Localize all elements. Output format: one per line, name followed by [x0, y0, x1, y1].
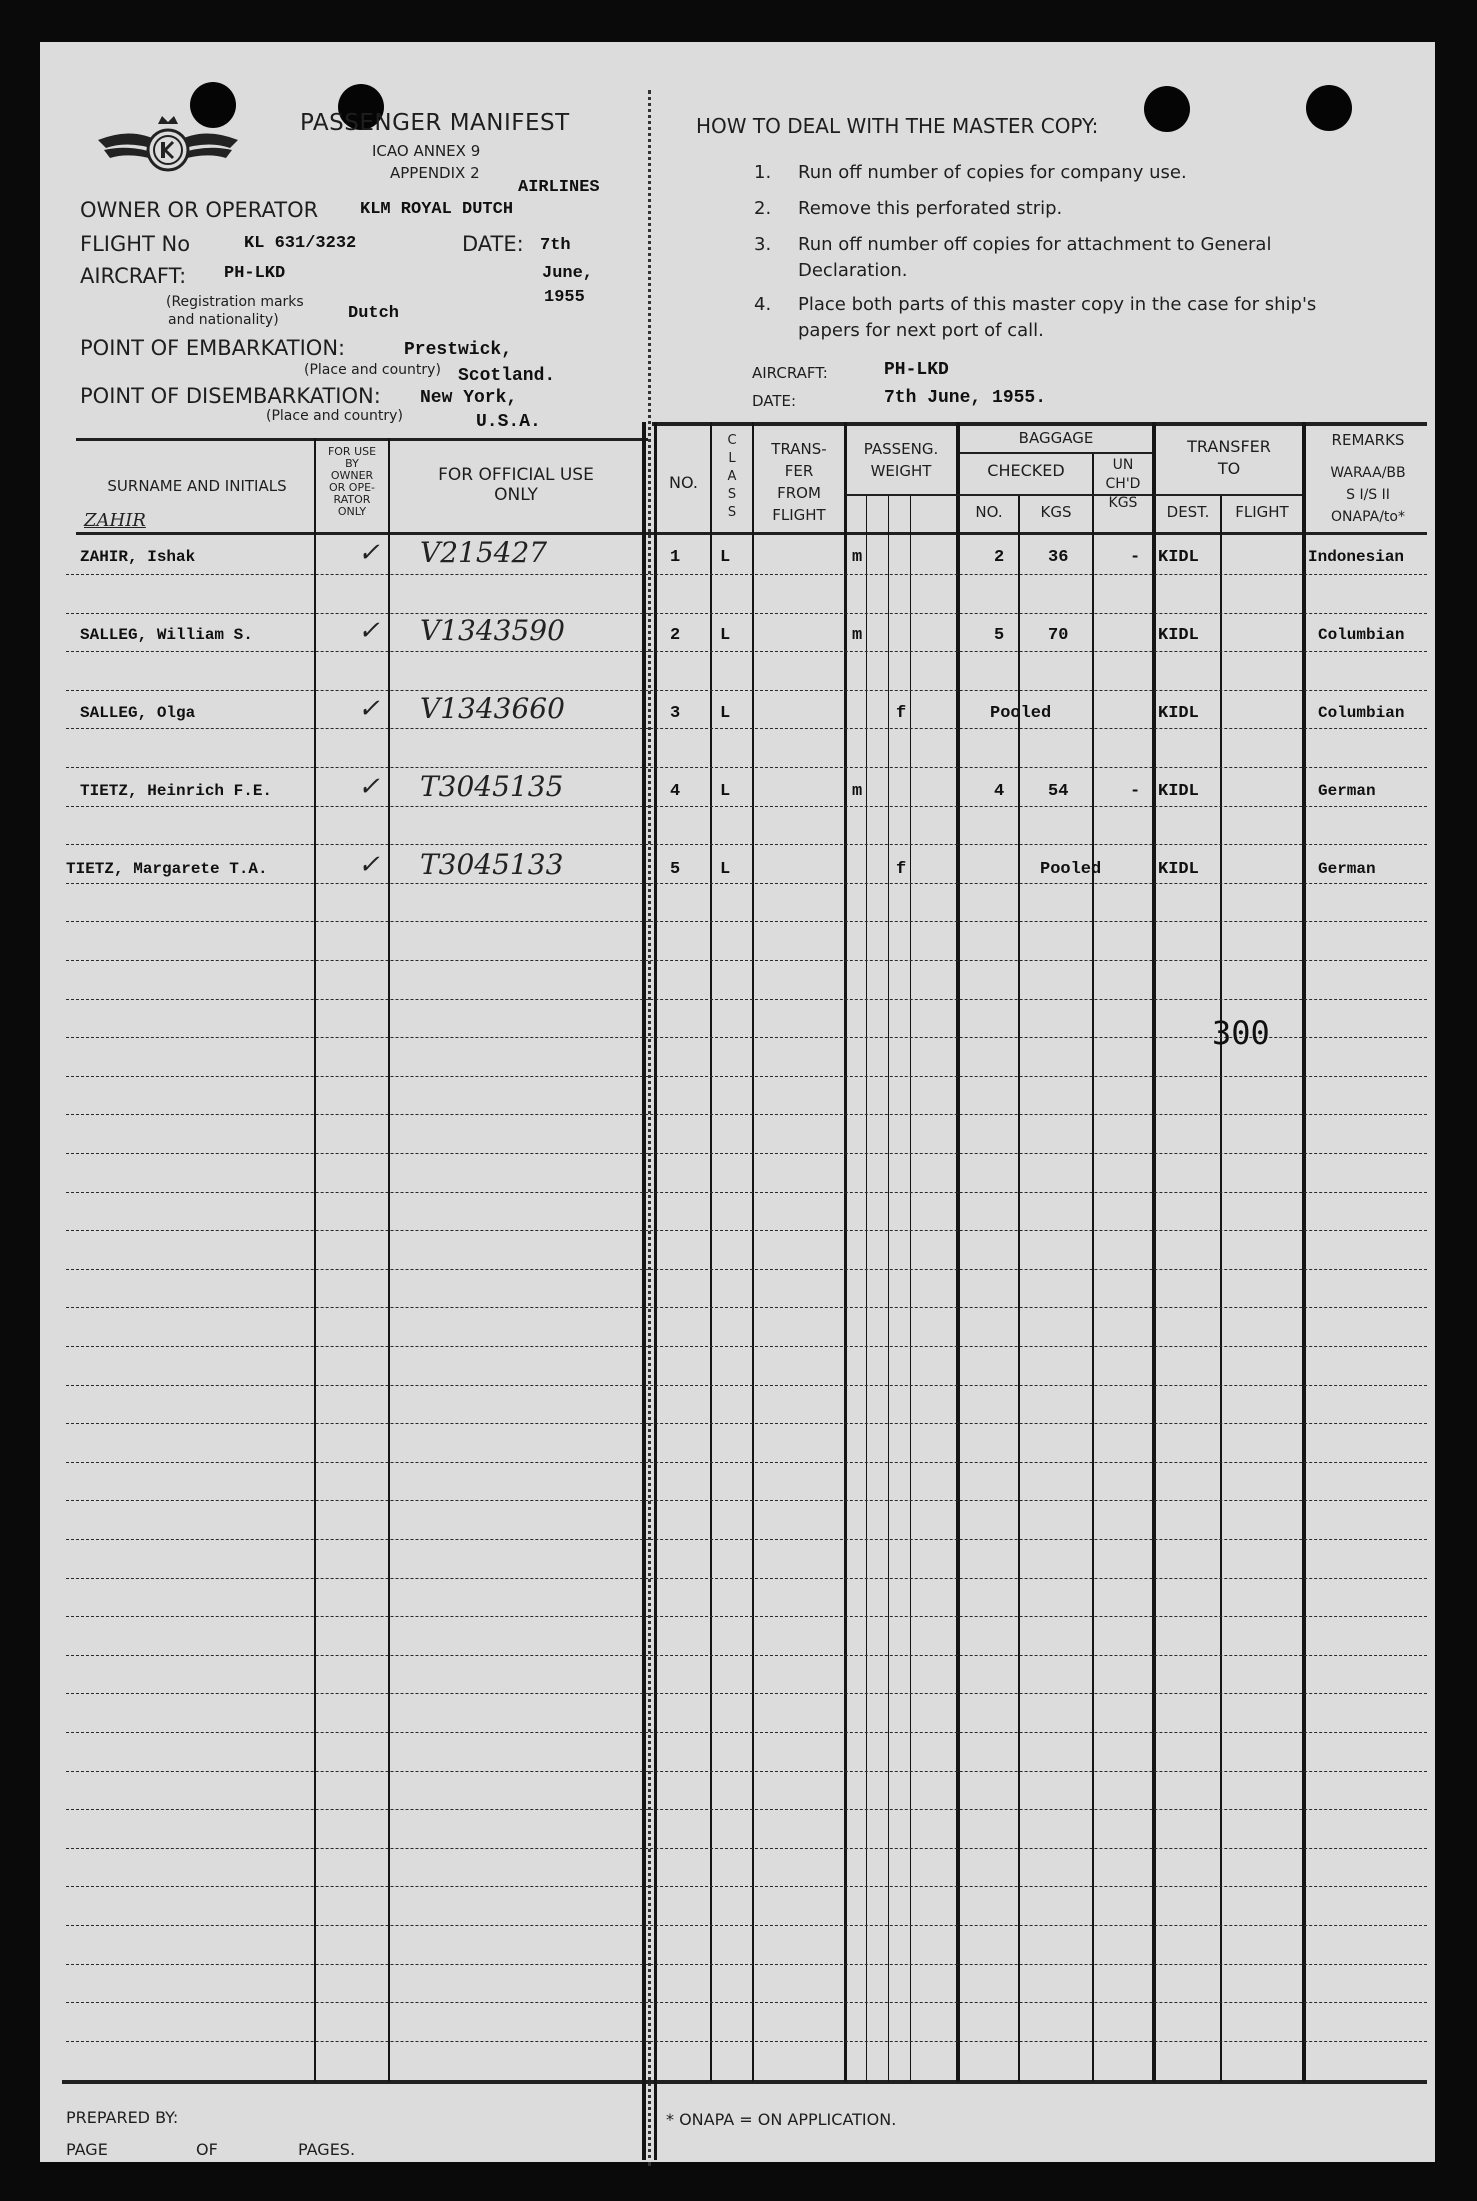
manifest-sheet [40, 42, 1435, 2162]
col-header-no: NO. [669, 473, 698, 492]
row-rule [66, 1462, 1427, 1464]
col-header-transfer-from-line: FROM [777, 484, 821, 502]
row-rule [66, 960, 1427, 962]
klm-logo-icon [98, 104, 238, 184]
owner-value-line2: KLM ROYAL DUTCH [360, 200, 514, 219]
col-header-for-use-line: ONLY [337, 505, 367, 518]
row-rule [66, 999, 1427, 1001]
row-rule [66, 1539, 1427, 1541]
passenger-class: L [720, 860, 731, 879]
col-header-class [712, 432, 752, 522]
col-divider [1018, 494, 1020, 2082]
passenger-name: SALLEG, William S. [80, 626, 253, 644]
transfer-destination: KIDL [1158, 626, 1199, 645]
flight-value: KL 631/3232 [244, 234, 357, 253]
col-divider [710, 422, 712, 2082]
instruction-text: Place both parts of this master copy in the case for ship's [798, 294, 1317, 315]
col-header-flight: FLIGHT [1235, 503, 1289, 521]
passenger-nationality: Indonesian [1308, 548, 1405, 566]
instr-date-value: 7th June, 1955. [884, 388, 1047, 408]
passenger-class: L [720, 782, 731, 801]
total-weight: 300 [1212, 1014, 1270, 1052]
col-header-for-use-line: OWNER [330, 469, 374, 482]
place-country-note: (Place and country) [266, 408, 403, 424]
check-mark: ✓ [358, 616, 380, 646]
table-top-line-right [652, 422, 1427, 426]
col-divider [888, 494, 889, 2082]
transfer-destination: KIDL [1158, 548, 1199, 567]
embarkation-value-2: Scotland. [458, 366, 556, 386]
row-rule [66, 2002, 1427, 2004]
check-mark: ✓ [358, 538, 380, 568]
instruction-number: 3. [754, 234, 772, 255]
instruction-number: 1. [754, 162, 772, 183]
col-header-dest: DEST. [1166, 503, 1210, 521]
row-rule [66, 1153, 1427, 1155]
col-header-for-use-line: BY [345, 457, 359, 470]
row-rule [66, 806, 1427, 808]
official-number: T3045133 [420, 848, 564, 881]
row-rule [66, 1693, 1427, 1695]
date-value-2: June, [542, 264, 594, 283]
col-header-passeng-line: WEIGHT [870, 462, 932, 480]
form-title: PASSENGER MANIFEST [300, 110, 570, 136]
official-number: V1343590 [420, 614, 565, 647]
embarkation-label: POINT OF EMBARKATION: [80, 336, 346, 360]
col-header-checked: CHECKED [987, 461, 1065, 480]
punch-hole [1306, 85, 1352, 131]
prepared-by-label: PREPARED BY: [66, 2108, 179, 2127]
row-rule [66, 1500, 1427, 1502]
col-header-transfer-from-line: FER [784, 462, 814, 480]
row-rule [66, 1964, 1427, 1966]
row-rule [66, 1192, 1427, 1194]
table-top-line-left [76, 438, 648, 441]
row-rule [66, 1269, 1427, 1271]
handwritten-note: ZAHIR [84, 510, 146, 531]
col-header-remarks: REMARKS [1331, 431, 1405, 449]
col-header-for-use [316, 446, 388, 518]
instr-date-label: DATE: [752, 392, 797, 410]
row-rule [66, 1578, 1427, 1580]
baggage-kgs: 36 [1048, 548, 1069, 567]
disembarkation-value-2: U.S.A. [476, 412, 541, 432]
col-header-unchd-line: KGS [1108, 495, 1138, 511]
perforation-line [648, 90, 651, 2166]
col-header-passeng-weight [846, 438, 956, 482]
col-divider [642, 422, 646, 2160]
disembarkation-value-1: New York, [420, 388, 518, 408]
row-rule [66, 767, 1427, 769]
passenger-nationality: German [1318, 782, 1376, 800]
passenger-sex: m [852, 782, 863, 801]
class-letter: C [727, 433, 737, 448]
onapa-note: * ONAPA = ON APPLICATION. [666, 2110, 897, 2129]
row-rule [66, 1809, 1427, 1811]
col-divider [1092, 452, 1094, 2082]
page-label: PAGE [66, 2140, 108, 2159]
instruction-number: 2. [754, 198, 772, 219]
row-rule [66, 1848, 1427, 1850]
class-letter: A [727, 469, 737, 484]
col-divider [910, 494, 911, 2082]
col-divider [1152, 422, 1156, 2082]
transfer-destination: KIDL [1158, 860, 1199, 879]
passenger-no: 5 [670, 860, 681, 879]
col-header-transfer-from [754, 438, 844, 526]
col-divider [752, 422, 754, 2082]
instruction-text: papers for next port of call. [798, 320, 1044, 341]
col-header-passeng-line: PASSENG. [863, 440, 939, 458]
row-rule [66, 1423, 1427, 1425]
nationality-value: Dutch [348, 304, 400, 323]
baggage-kgs: 70 [1048, 626, 1069, 645]
official-number: V215427 [420, 536, 548, 569]
baggage-count: 5 [994, 626, 1005, 645]
row-rule [66, 1771, 1427, 1773]
instruction-number: 4. [754, 294, 772, 315]
row-rule [66, 921, 1427, 923]
passenger-no: 2 [670, 626, 681, 645]
col-header-official-line: FOR OFFICIAL USE [438, 465, 594, 485]
col-header-baggage: BAGGAGE [1018, 429, 1094, 447]
col-header-unchd-line: CH'D [1105, 476, 1141, 492]
row-rule [66, 1616, 1427, 1618]
check-mark: ✓ [358, 850, 380, 880]
col-header-for-use-line: RATOR [333, 493, 371, 506]
passenger-nationality: Columbian [1318, 704, 1405, 722]
col-header-bag-no: NO. [975, 503, 1003, 521]
passenger-nationality: Columbian [1318, 626, 1405, 644]
col-header-remarks-line: S I/S II [1346, 487, 1390, 503]
instruction-text: Run off number off copies for attachment to General [798, 234, 1272, 255]
col-header-unchd-line: UN [1112, 457, 1134, 473]
col-divider [314, 438, 316, 2082]
row-rule [66, 1925, 1427, 1927]
col-header-transfer-from-line: TRANS- [771, 440, 827, 458]
date-label: DATE: [462, 232, 524, 256]
row-rule [66, 1655, 1427, 1657]
check-mark: ✓ [358, 772, 380, 802]
table-bottom-line [62, 2080, 1427, 2084]
owner-value-line1: AIRLINES [518, 178, 600, 197]
date-value-3: 1955 [544, 288, 585, 307]
row-rule [66, 883, 1427, 885]
col-divider [654, 422, 657, 2160]
col-header-bag-kgs: KGS [1040, 503, 1072, 521]
sub-header-line [1154, 494, 1302, 496]
baggage-pooled: Pooled [990, 704, 1052, 723]
passenger-name: SALLEG, Olga [80, 704, 196, 722]
owner-label: OWNER OR OPERATOR [80, 198, 319, 222]
passenger-nationality: German [1318, 860, 1376, 878]
instr-aircraft-label: AIRCRAFT: [752, 364, 828, 382]
passenger-sex: m [852, 548, 863, 567]
aircraft-label: AIRCRAFT: [80, 264, 187, 288]
col-header-transfer-to [1156, 436, 1302, 480]
form-appendix: APPENDIX 2 [390, 164, 480, 182]
class-letter: S [727, 487, 737, 502]
instruction-text: Run off number of copies for company use. [798, 162, 1187, 183]
row-rule [66, 1886, 1427, 1888]
col-divider [866, 494, 867, 2082]
col-header-official [390, 466, 642, 505]
row-rule [66, 2041, 1427, 2043]
check-mark: ✓ [358, 694, 380, 724]
row-rule [66, 1732, 1427, 1734]
flight-label: FLIGHT No [80, 232, 191, 256]
col-divider [844, 422, 847, 2082]
col-divider [956, 422, 960, 2082]
col-header-remarks-line: WARAA/BB [1330, 465, 1406, 481]
row-rule [66, 728, 1427, 730]
row-rule [66, 1230, 1427, 1232]
punch-hole [1144, 86, 1190, 132]
pages-label: PAGES. [298, 2140, 356, 2159]
col-divider [388, 438, 390, 2082]
instruction-text: Remove this perforated strip. [798, 198, 1063, 219]
col-header-transfer-to-line: TO [1217, 459, 1241, 478]
col-header-transfer-from-line: FLIGHT [772, 506, 826, 524]
instructions-title: HOW TO DEAL WITH THE MASTER COPY: [696, 114, 1099, 138]
row-rule [66, 574, 1427, 576]
row-rule [66, 1076, 1427, 1078]
date-value-1: 7th [540, 236, 571, 255]
passenger-sex: f [896, 860, 907, 879]
passenger-name: ZAHIR, Ishak [80, 548, 196, 566]
instr-aircraft-value: PH-LKD [884, 360, 949, 380]
row-rule [66, 1385, 1427, 1387]
passenger-sex: f [896, 704, 907, 723]
form-annex: ICAO ANNEX 9 [372, 142, 481, 160]
passenger-no: 4 [670, 782, 681, 801]
passenger-class: L [720, 548, 731, 567]
instruction-text: Declaration. [798, 260, 908, 281]
baggage-kgs: 54 [1048, 782, 1069, 801]
registration-note-2: and nationality) [168, 312, 279, 328]
disembarkation-label: POINT OF DISEMBARKATION: [80, 384, 381, 408]
class-letter: L [728, 451, 736, 466]
col-header-remarks-line: ONAPA/to* [1331, 509, 1405, 525]
unchecked-kgs: - [1130, 548, 1141, 567]
col-header-for-use-line: OR OPE- [328, 481, 375, 494]
registration-note-1: (Registration marks [166, 294, 304, 310]
passenger-no: 3 [670, 704, 681, 723]
row-rule [66, 651, 1427, 653]
class-letter: S [727, 505, 737, 520]
row-rule [66, 613, 1427, 615]
passenger-no: 1 [670, 548, 681, 567]
col-header-unchd [1094, 456, 1152, 513]
col-divider [1302, 422, 1306, 2082]
place-country-note: (Place and country) [304, 362, 441, 378]
official-number: V1343660 [420, 692, 565, 725]
transfer-destination: KIDL [1158, 782, 1199, 801]
col-header-official-line: ONLY [494, 484, 538, 505]
of-label: OF [196, 2140, 218, 2159]
passenger-class: L [720, 626, 731, 645]
unchecked-kgs: - [1130, 782, 1141, 801]
transfer-destination: KIDL [1158, 704, 1199, 723]
row-rule [66, 1346, 1427, 1348]
passenger-class: L [720, 704, 731, 723]
row-rule [66, 844, 1427, 846]
col-divider [1220, 494, 1222, 2082]
row-rule [66, 690, 1427, 692]
col-header-remarks-codes [1306, 462, 1430, 528]
row-rule [66, 1307, 1427, 1309]
embarkation-value-1: Prestwick, [404, 340, 513, 360]
baggage-count: 4 [994, 782, 1005, 801]
official-number: T3045135 [420, 770, 564, 803]
row-rule [66, 1114, 1427, 1116]
baggage-pooled: Pooled [1040, 860, 1102, 879]
col-header-surname: SURNAME AND INITIALS [107, 477, 287, 495]
passenger-name: TIETZ, Heinrich F.E. [80, 782, 273, 800]
passenger-sex: m [852, 626, 863, 645]
col-header-transfer-to-line: TRANSFER [1187, 437, 1271, 456]
baggage-count: 2 [994, 548, 1005, 567]
aircraft-value: PH-LKD [224, 264, 286, 283]
passenger-name: TIETZ, Margarete T.A. [66, 860, 268, 878]
baggage-sub-line [960, 452, 1152, 454]
col-header-for-use-line: FOR USE [327, 445, 377, 458]
